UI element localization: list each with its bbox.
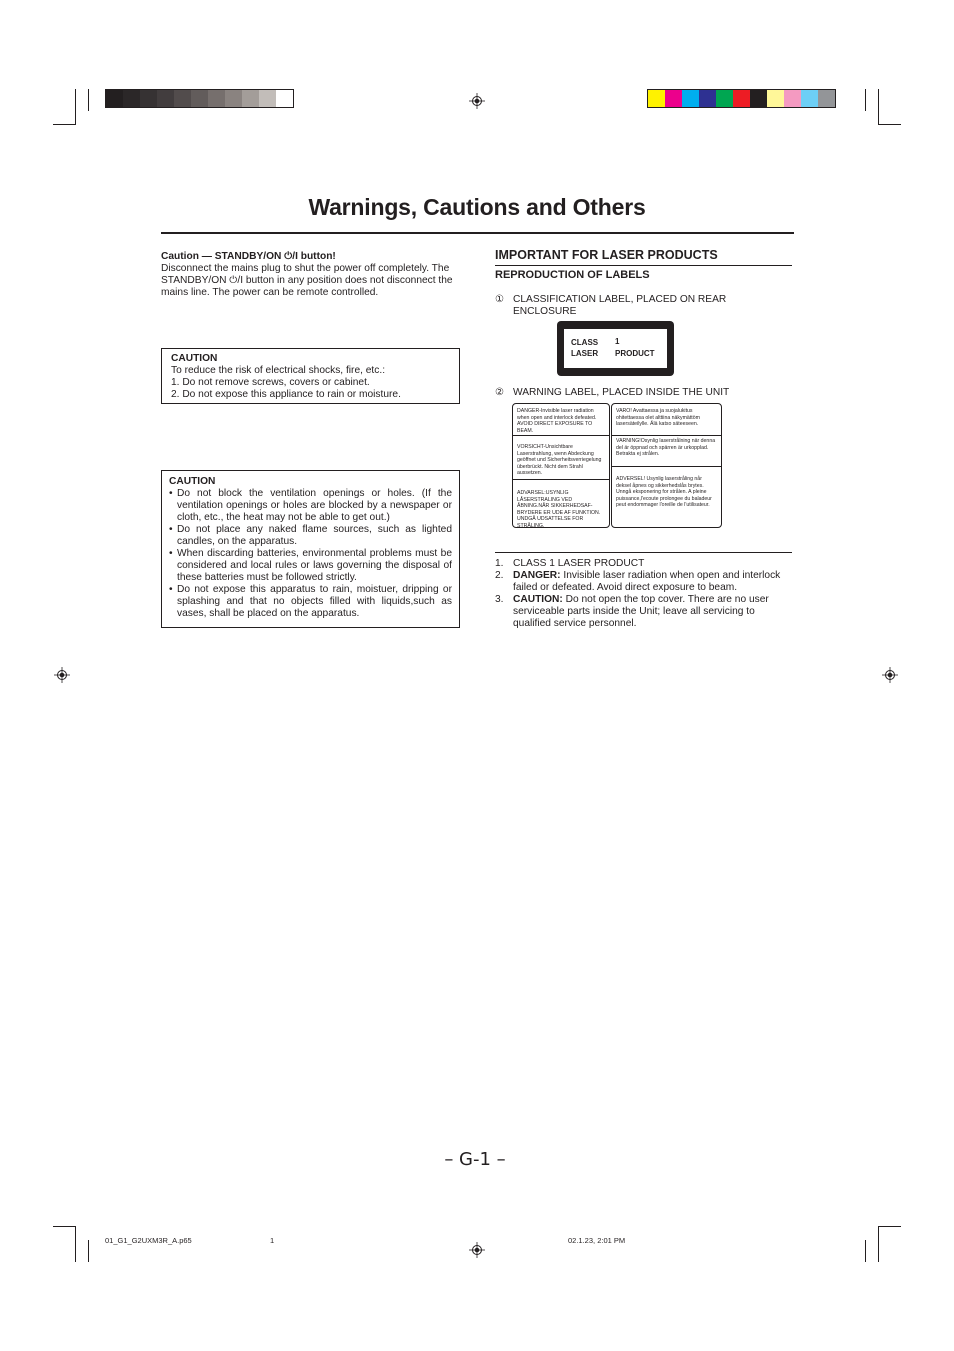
color-swatch (242, 90, 259, 107)
warning-text-english: DANGER-Invisible laser radiation when open and interlock defeated. AVOID DIRECT EXPOSURE TO BEAM. (517, 408, 597, 434)
color-swatch (665, 90, 682, 107)
laser-heading: IMPORTANT FOR LASER PRODUCTS (495, 248, 718, 262)
page-number: – G-1 – (444, 1149, 506, 1170)
color-swatch (716, 90, 733, 107)
list-number: 3. (495, 594, 504, 605)
crop-mark (53, 124, 75, 125)
crop-mark (75, 1226, 76, 1262)
caution-item: • Do not expose this apparatus to rain, moistuer, dripping or splashing and that no objects filled with liquids,such as vases, shall be placed on the apparatus. (169, 584, 452, 620)
divider (513, 435, 609, 436)
caution-heading: CAUTION (171, 353, 218, 364)
warning-text-norwegian: ADVERSEL! Usynlig laserstråling når deksel åpnes og sikkerhedslås brytes. Unngå eksponering for strålen. A pleine puissance,l'ecoute prolongee du baladeur peut endommager l'oreille de l'utilisateur. (616, 476, 712, 509)
color-swatch (225, 90, 242, 107)
list-number: 2. (495, 570, 504, 581)
list-text: CLASS 1 LASER PRODUCT (513, 558, 645, 569)
standby-text: STANDBY/ON ⏻/I button in any position does not disconnect the (161, 275, 453, 286)
standby-heading: Caution — STANDBY/ON ⏻/I button! (161, 251, 336, 262)
crop-mark (865, 89, 866, 111)
crop-mark (865, 1240, 866, 1262)
caution-box-electrical (161, 348, 460, 404)
list-item (495, 594, 795, 630)
footer-page: 1 (270, 1236, 275, 1245)
warning-label-left (512, 403, 610, 528)
crop-mark (88, 1240, 89, 1262)
caution-heading: CAUTION (169, 476, 216, 487)
color-swatch (818, 90, 835, 107)
caution-box-ventilation (161, 470, 460, 628)
crop-mark (75, 89, 76, 125)
warning-text-swedish: VARNING!Osynlig laserstrålning när denna del är öppnad och spärren är urkopplad. Betrakta ej strålen. (616, 438, 716, 458)
warning-text-danish: ADVARSEL:USYNLIG LÅSERSTRALING VED ÅBNING.NÅR SIKKERHEDSAF-BRYDERE ER UDE AF FUNKTION. UNDGÅ UDSATTELSE FOR STRÅLING. (517, 490, 601, 529)
warning-label-caption (495, 387, 795, 399)
color-bar (647, 89, 836, 108)
list-text: Invisible laser radiation when open and interlock failed or defeated. Avoid direct exposure to beam. (513, 570, 781, 593)
registration-mark-icon (469, 1242, 485, 1258)
list-bold: CAUTION: (513, 594, 563, 605)
standby-text: mains line. The power can be remote controlled. (161, 287, 379, 298)
caution-item: • When discarding batteries, environmental problems must be considered and local rules or laws governing the disposal of these batteries must be followed strictly. (169, 548, 452, 584)
crop-mark (88, 89, 89, 111)
crop-mark (878, 1226, 879, 1262)
label-class: CLASS (571, 338, 599, 347)
color-swatch (784, 90, 801, 107)
crop-mark (879, 1226, 901, 1227)
caption-text: WARNING LABEL, PLACED INSIDE THE UNIT (513, 387, 730, 398)
divider (513, 479, 609, 480)
standby-caution (161, 251, 460, 299)
list-item (495, 570, 795, 594)
label-product: PRODUCT (615, 349, 655, 358)
list-divider (495, 552, 792, 553)
label-class-number: 1 (615, 337, 620, 346)
caution-item: • Do not block the ventilation openings or holes. (If the ventilation openings or holes are blocked by a newspaper or cloth, etc., the heat may not be able to get out.) (169, 488, 452, 524)
label-laser: LASER (571, 349, 599, 358)
color-swatch (767, 90, 784, 107)
divider (612, 466, 721, 467)
footer-filename: 01_G1_G2UXM3R_A.p65 (105, 1236, 192, 1245)
divider (612, 435, 721, 436)
circled-number-2: ② (495, 387, 504, 398)
standby-text: Disconnect the mains plug to shut the power off completely. The (161, 263, 450, 274)
crop-mark (878, 89, 879, 125)
color-swatch (750, 90, 767, 107)
circled-number-1: ① (495, 294, 504, 305)
color-swatch (208, 90, 225, 107)
warning-label-right (611, 403, 722, 528)
title-divider (161, 232, 794, 234)
color-swatch (699, 90, 716, 107)
class-1-laser-label (557, 321, 674, 376)
list-item (495, 558, 795, 570)
color-swatch (174, 90, 191, 107)
color-swatch (733, 90, 750, 107)
crop-mark (879, 124, 901, 125)
list-text: Do not open the top cover. There are no user serviceable parts inside the Unit; leave all servicing to qualified service personnel. (513, 594, 769, 629)
page-title: Warnings, Cautions and Others (308, 194, 646, 220)
caution-item: • Do not place any naked flame sources, such as lighted candles, on the apparatus. (169, 524, 452, 548)
warning-text-finnish: VARO! Avattaessa ja suojalukitus ohitettaessa olet alttiina näkymättöm lasersäteilylle. Älä katso säteeseen. (616, 408, 700, 428)
color-swatch (682, 90, 699, 107)
caution-list (169, 488, 452, 620)
classification-label-caption (495, 294, 795, 318)
color-swatch (140, 90, 157, 107)
registration-mark-icon (882, 667, 898, 683)
color-swatch (276, 90, 293, 107)
color-swatch (801, 90, 818, 107)
grayscale-bar (105, 89, 294, 108)
reproduction-heading: REPRODUCTION OF LABELS (495, 269, 650, 281)
registration-mark-icon (54, 667, 70, 683)
registration-mark-icon (469, 93, 485, 109)
crop-mark (53, 1226, 75, 1227)
caution-text: To reduce the risk of electrical shocks, fire, etc.: (171, 365, 386, 376)
footer-date: 02.1.23, 2:01 PM (568, 1236, 626, 1245)
caption-text: CLASSIFICATION LABEL, PLACED ON REAR (513, 294, 727, 305)
color-swatch (259, 90, 276, 107)
color-swatch (106, 90, 123, 107)
warning-text-german: VORSICHT-Unsichtbare Laserstrahlung, wenn Abdeckung geöffnet und Sicherheitsverriegelung überbrückt. Nicht dem Strahl aussetzen. (517, 444, 602, 477)
color-swatch (648, 90, 665, 107)
caution-text: 2. Do not expose this appliance to rain or moisture. (171, 389, 401, 400)
heading-divider (495, 265, 792, 266)
color-swatch (123, 90, 140, 107)
label-explanation-list (495, 558, 795, 630)
caution-text: 1. Do not remove screws, covers or cabinet. (171, 377, 370, 388)
caption-text: ENCLOSURE (513, 306, 577, 317)
color-swatch (157, 90, 174, 107)
list-bold: DANGER: (513, 570, 561, 581)
color-swatch (191, 90, 208, 107)
list-number: 1. (495, 558, 504, 569)
